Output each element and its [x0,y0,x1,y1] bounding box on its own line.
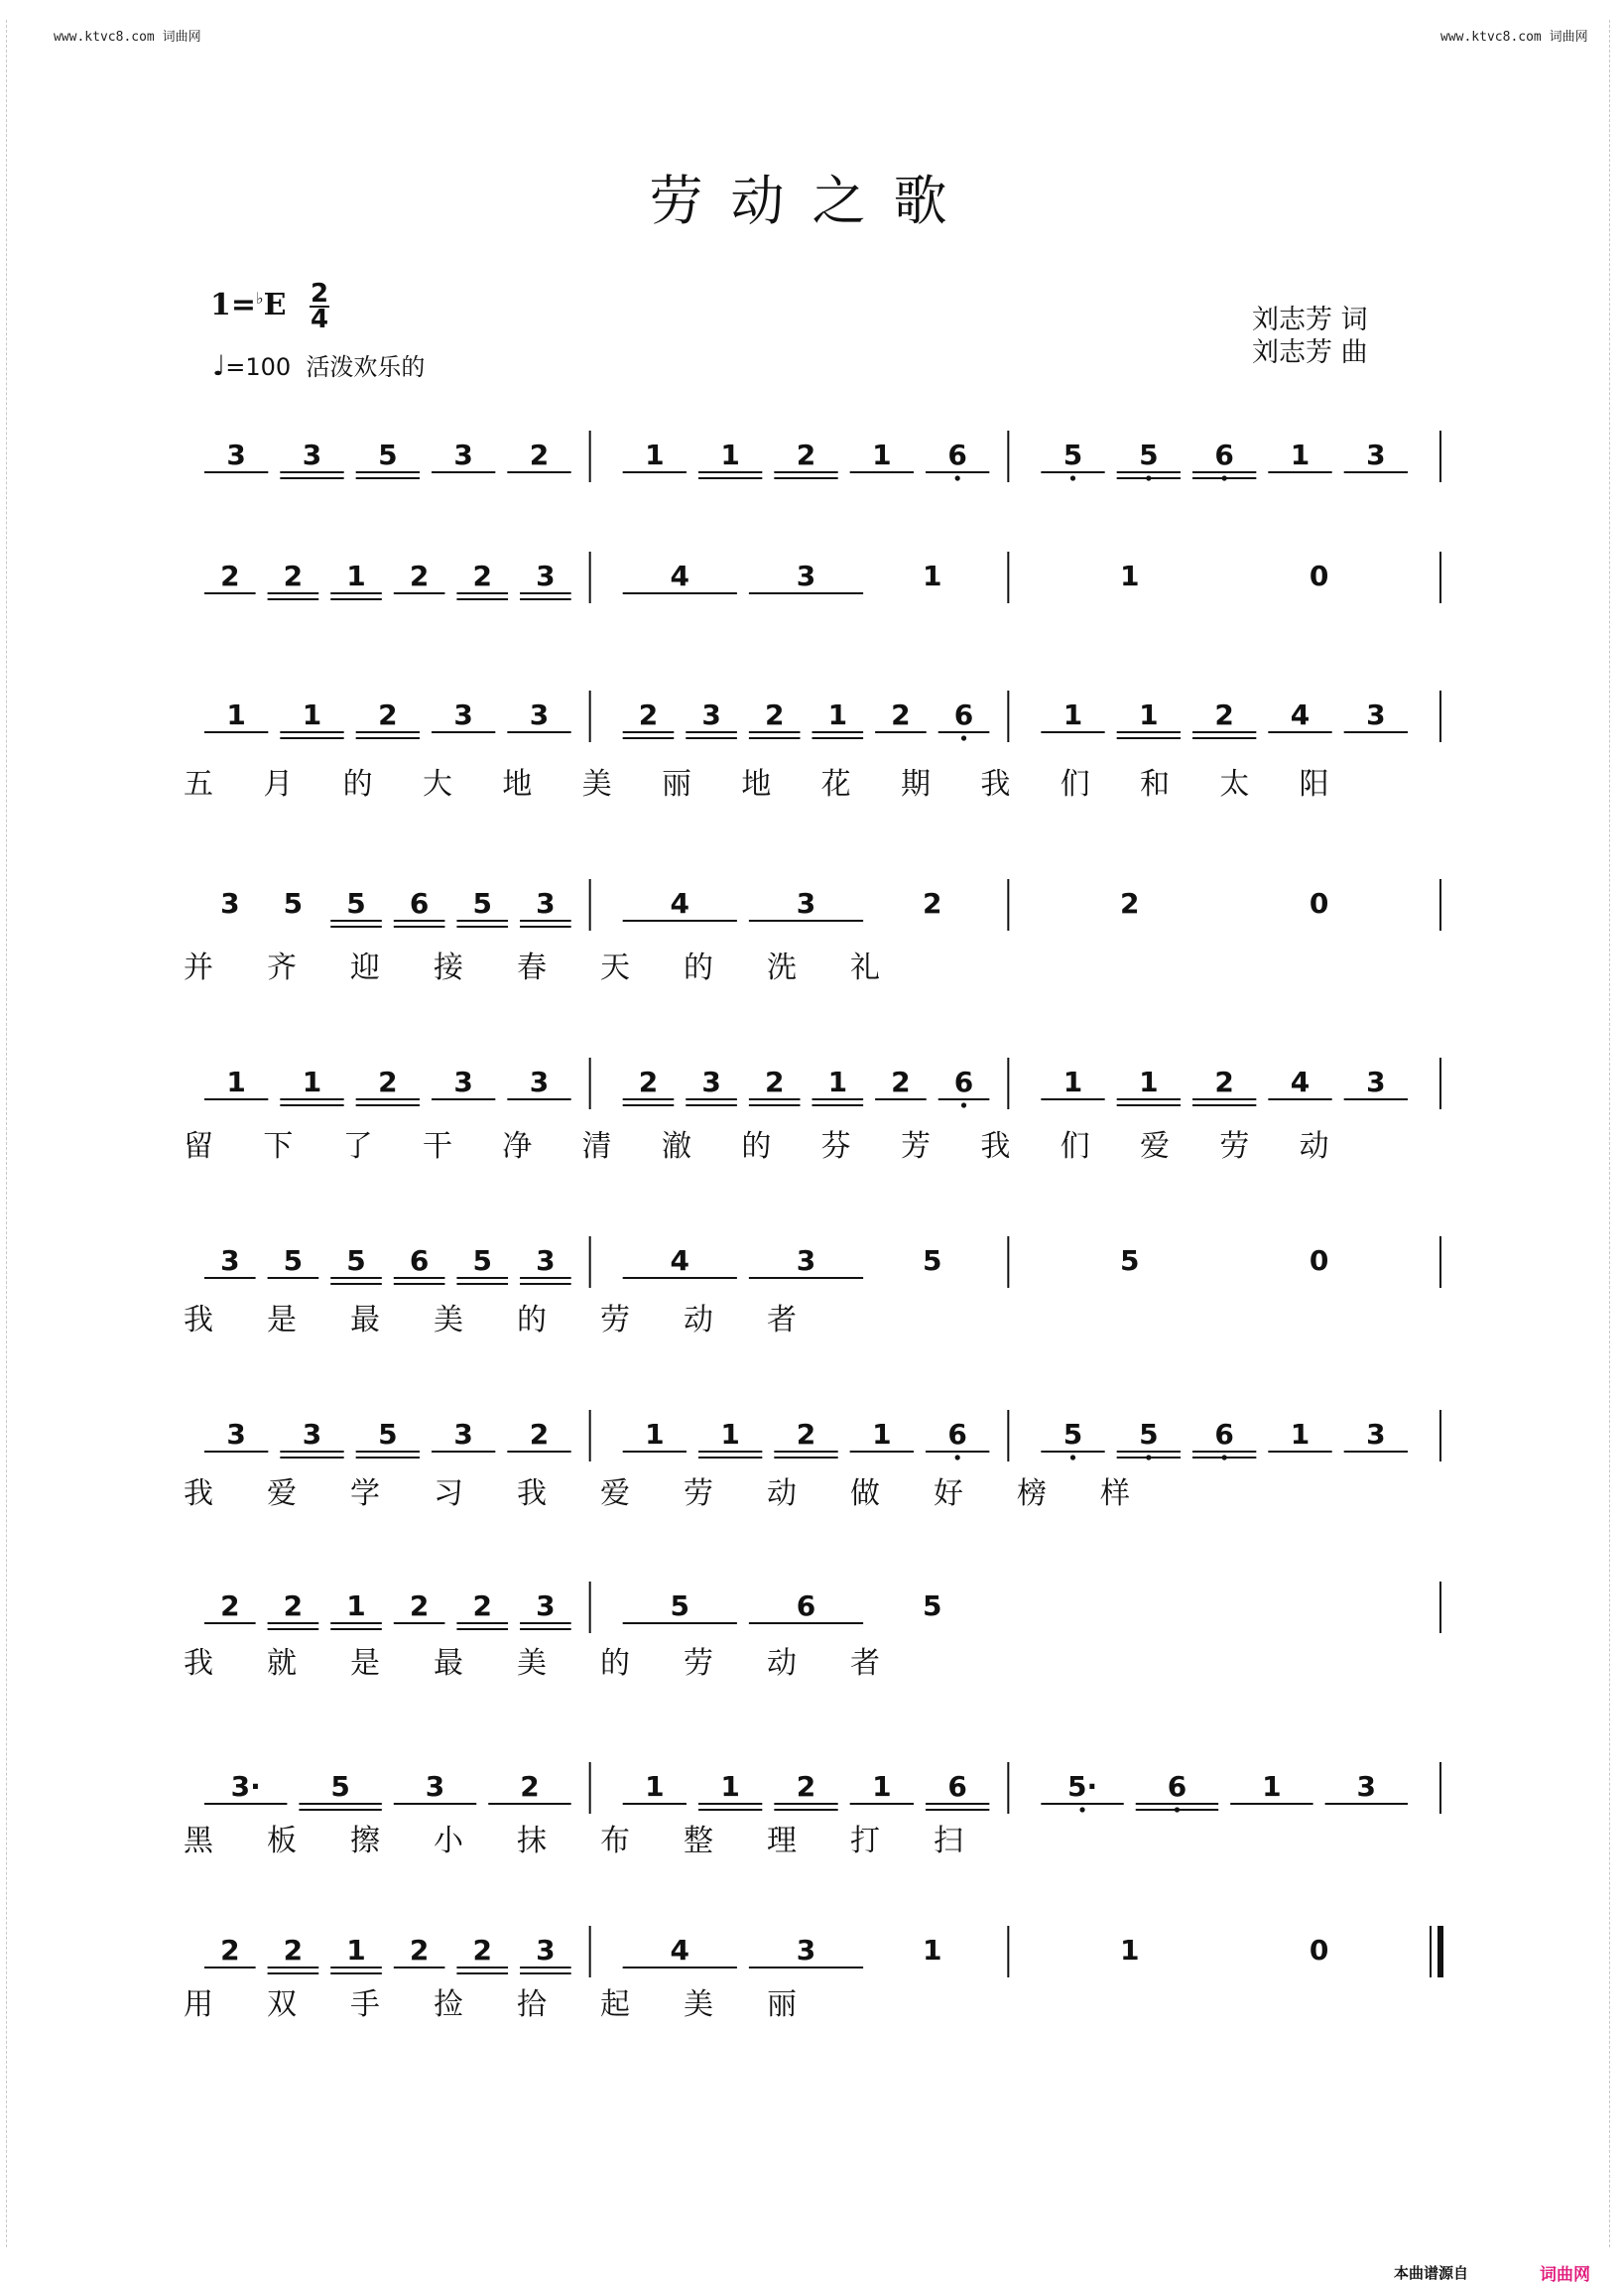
low-octave-dot [961,1102,966,1107]
lyric-char: 的 [517,1303,547,1337]
note: 1 [346,560,366,592]
note: 5 [330,1770,350,1803]
note: 3 [701,698,721,731]
note: 3 [302,1418,322,1451]
lyric-char: 劳 [684,1646,713,1681]
low-octave-dot [1079,1807,1084,1812]
note: 6 [947,1770,967,1803]
lyric-char: 起 [600,1987,630,2022]
lyric-char: 我 [980,767,1011,802]
lyric-char: 地 [741,767,772,802]
note: 1 [720,1770,740,1803]
composer-credit: 刘志芳 曲 [1252,337,1368,368]
lyric-char: 动 [1299,1129,1329,1164]
note: 2 [409,560,430,592]
note: 1 [827,698,848,731]
lyric-char: 我 [184,1476,213,1511]
lyric-char: 期 [901,767,931,802]
lyric-char: 美 [684,1987,713,2022]
note: 5 [472,887,492,920]
note: 2 [638,1066,659,1098]
note: 3 [220,887,240,920]
lyric-char: 并 [184,951,213,985]
note: 2 [472,1589,492,1622]
note: 1 [1139,698,1159,731]
lyric-char: 美 [517,1646,547,1681]
lyric-char: 是 [350,1646,380,1681]
site-link-left[interactable]: www.ktvc8.com 词曲网 [54,30,201,45]
note: 3 [1366,1418,1386,1451]
note: 3 [536,887,556,920]
lyric-char: 了 [342,1129,373,1164]
lyric-char: 动 [767,1646,797,1681]
lyric-char: 理 [767,1824,797,1858]
note: 2 [409,1589,430,1622]
low-octave-dot [1070,475,1075,480]
note: 5 [378,439,398,471]
note: 6 [409,1244,430,1277]
note: 1 [645,1418,665,1451]
note: 6 [953,698,974,731]
note: 6 [1214,1418,1234,1451]
note: 2 [220,560,240,592]
lyric-char: 手 [350,1987,380,2022]
note: 1 [645,439,665,471]
lyric-char: 劳 [1219,1129,1250,1164]
lyric-char: 太 [1219,767,1250,802]
lyric-char: 我 [184,1303,213,1337]
note: 5 [283,887,304,920]
note: 3 [226,1418,246,1451]
note: 3 [796,1244,816,1277]
lyric-char: 美 [581,767,612,802]
lyric-char: 花 [820,767,851,802]
note: 5 [1139,439,1159,471]
lyric-char: 板 [267,1824,297,1858]
lyric-char: 用 [184,1987,213,2022]
note: 4 [670,560,690,592]
note: 4 [670,1244,690,1277]
note: 1 [302,698,322,731]
note: 1 [346,1589,366,1622]
note: 3 [701,1066,721,1098]
note: 3 [1366,439,1386,471]
note: 1 [720,1418,740,1451]
lyric-char: 们 [1060,767,1090,802]
note: 3 [453,1418,473,1451]
note: 5 [346,887,366,920]
note: 5 [1062,1418,1083,1451]
lyric-char: 者 [850,1646,880,1681]
lyric-char: 榜 [1017,1476,1047,1511]
note: 3 [536,1934,556,1967]
note: 3 [796,887,816,920]
lyric-char: 好 [934,1476,963,1511]
note: 2 [1214,1066,1234,1098]
lyric-char: 劳 [684,1476,713,1511]
note: 4 [670,1934,690,1967]
note: 3· [230,1770,261,1803]
lyric-char: 澈 [662,1129,691,1164]
note: 0 [1309,887,1329,920]
lyric-char: 五 [184,767,213,802]
lyric-char: 小 [434,1824,463,1858]
note: 2 [891,1066,911,1098]
key-letter: E [263,288,287,322]
lyric-char: 布 [600,1824,630,1858]
lyric-char: 习 [434,1476,463,1511]
note: 3 [536,560,556,592]
note: 5 [472,1244,492,1277]
site-link-right[interactable]: www.ktvc8.com 词曲网 [1440,30,1588,45]
note: 0 [1309,1934,1329,1967]
note: 2 [472,1934,492,1967]
lyric-char: 双 [267,1987,297,2022]
note: 3 [796,560,816,592]
lyric-char: 我 [517,1476,547,1511]
note: 6 [953,1066,974,1098]
lyric-char: 齐 [267,951,297,985]
time-bottom: 4 [310,305,329,334]
lyric-char: 者 [767,1303,797,1337]
note: 6 [1214,439,1234,471]
lyric-char: 月 [263,767,294,802]
note: 3 [453,439,473,471]
lyric-char: 劳 [600,1303,630,1337]
lyric-char: 和 [1140,767,1170,802]
note: 3 [536,1589,556,1622]
key-prefix: 1= [210,288,257,322]
note: 2 [529,439,550,471]
note: 2 [764,698,785,731]
note: 3 [1366,698,1386,731]
lyric-char: 的 [684,951,713,985]
lyric-char: 礼 [850,951,880,985]
lyric-char: 做 [850,1476,880,1511]
lyric-char: 爱 [1140,1129,1170,1164]
note: 3 [453,698,473,731]
note: 5 [670,1589,690,1622]
lyric-char: 芬 [820,1129,851,1164]
note: 5 [922,1244,942,1277]
note: 5 [283,1244,304,1277]
note: 2 [220,1934,240,1967]
note: 4 [1290,698,1311,731]
lyric-char: 净 [502,1129,533,1164]
lyric-char: 留 [184,1129,213,1164]
lyricist-credit: 刘志芳 词 [1252,305,1368,335]
note: 1 [645,1770,665,1803]
lyric-char: 整 [684,1824,713,1858]
note: 1 [1139,1066,1159,1098]
note: 3 [796,1934,816,1967]
note: 3 [226,439,246,471]
note: 2 [529,1418,550,1451]
lyric-char: 学 [350,1476,380,1511]
note: 6 [947,1418,967,1451]
lyric-char: 动 [684,1303,713,1337]
note: 2 [1214,698,1234,731]
note: 2 [764,1066,785,1098]
note: 1 [922,560,942,592]
lyric-char: 爱 [600,1476,630,1511]
note: 3 [529,698,550,731]
note: 1 [872,1418,892,1451]
lyric-char: 们 [1060,1129,1090,1164]
lyric-char: 动 [767,1476,797,1511]
lyric-char: 爱 [267,1476,297,1511]
low-octave-dot [955,1455,960,1460]
lyric-char: 的 [741,1129,772,1164]
note: 5 [1062,439,1083,471]
note: 1 [1290,439,1311,471]
note: 0 [1309,560,1329,592]
lyric-char: 清 [581,1129,612,1164]
lyric-char: 春 [517,951,547,985]
note: 6 [409,887,430,920]
note: 1 [1290,1418,1311,1451]
note: 1 [720,439,740,471]
note: 6 [796,1589,816,1622]
note: 1 [922,1934,942,1967]
lyric-char: 大 [423,767,452,802]
source-label: 本曲谱源自 [1394,2264,1469,2282]
time-top: 2 [310,279,329,309]
lyric-char: 美 [434,1303,463,1337]
lyric-char: 擦 [350,1824,380,1858]
note: 2 [283,1934,304,1967]
low-octave-dot [955,475,960,480]
quarter-note-icon: ♩ [212,349,226,382]
lyric-char: 迎 [350,951,380,985]
lyric-char: 干 [423,1129,452,1164]
lyric-char: 洗 [767,951,797,985]
note: 1 [1062,698,1083,731]
lyric-char: 地 [502,767,533,802]
note: 1 [1120,560,1140,592]
lyric-char: 的 [600,1646,630,1681]
flat-sign: ♭ [256,289,264,308]
note: 1 [1062,1066,1083,1098]
lyric-char: 打 [850,1824,880,1858]
source-site-link[interactable]: 词曲网 [1540,2265,1590,2285]
lyric-char: 阳 [1299,767,1329,802]
note: 2 [796,439,816,471]
song-title: 劳动之歌 [649,170,975,232]
note: 2 [891,698,911,731]
lyric-char: 丽 [662,767,691,802]
lyric-char: 就 [267,1646,297,1681]
note: 1 [1120,1934,1140,1967]
note: 2 [220,1589,240,1622]
note: 6 [947,439,967,471]
note: 5 [1139,1418,1159,1451]
note: 3 [536,1244,556,1277]
lyric-char: 丽 [767,1987,797,2022]
low-octave-dot [961,735,966,740]
note: 5 [1120,1244,1140,1277]
note: 2 [409,1934,430,1967]
note: 3 [529,1066,550,1098]
lyric-char: 扫 [934,1824,963,1858]
note: 1 [302,1066,322,1098]
note: 0 [1309,1244,1329,1277]
lyric-char: 我 [184,1646,213,1681]
note: 2 [378,698,398,731]
tempo-value: =100 [225,353,292,381]
note: 1 [226,698,246,731]
note: 2 [922,887,942,920]
note: 5 [922,1589,942,1622]
note: 3 [425,1770,445,1803]
note: 3 [1356,1770,1377,1803]
lyric-char: 最 [350,1303,380,1337]
lyric-char: 捡 [434,1987,463,2022]
lyric-char: 是 [267,1303,297,1337]
note: 2 [796,1770,816,1803]
note: 3 [453,1066,473,1098]
lyric-char: 拾 [517,1987,547,2022]
lyric-char: 抹 [517,1824,547,1858]
note: 1 [226,1066,246,1098]
note: 2 [520,1770,540,1803]
note: 5 [378,1418,398,1451]
lyric-char: 的 [342,767,373,802]
note: 3 [302,439,322,471]
note: 3 [1366,1066,1386,1098]
lyric-char: 下 [263,1129,294,1164]
note: 5· [1066,1770,1098,1803]
note: 1 [346,1934,366,1967]
note: 2 [378,1066,398,1098]
note: 2 [638,698,659,731]
note: 6 [1167,1770,1187,1803]
low-octave-dot [1070,1455,1075,1460]
expression-text: 活泼欢乐的 [306,353,426,381]
lyric-char: 我 [980,1129,1011,1164]
lyric-char: 黑 [184,1824,213,1858]
note: 1 [827,1066,848,1098]
lyric-char: 样 [1100,1476,1130,1511]
note: 5 [346,1244,366,1277]
lyric-char: 接 [434,951,463,985]
note: 2 [472,560,492,592]
note: 1 [1262,1770,1282,1803]
note: 4 [670,887,690,920]
note: 2 [1120,887,1140,920]
note: 3 [220,1244,240,1277]
note: 2 [283,1589,304,1622]
lyric-char: 天 [600,951,630,985]
note: 1 [872,439,892,471]
note: 4 [1290,1066,1311,1098]
note: 2 [283,560,304,592]
note: 1 [872,1770,892,1803]
note: 2 [796,1418,816,1451]
lyric-char: 芳 [901,1129,931,1164]
lyric-char: 最 [434,1646,463,1681]
